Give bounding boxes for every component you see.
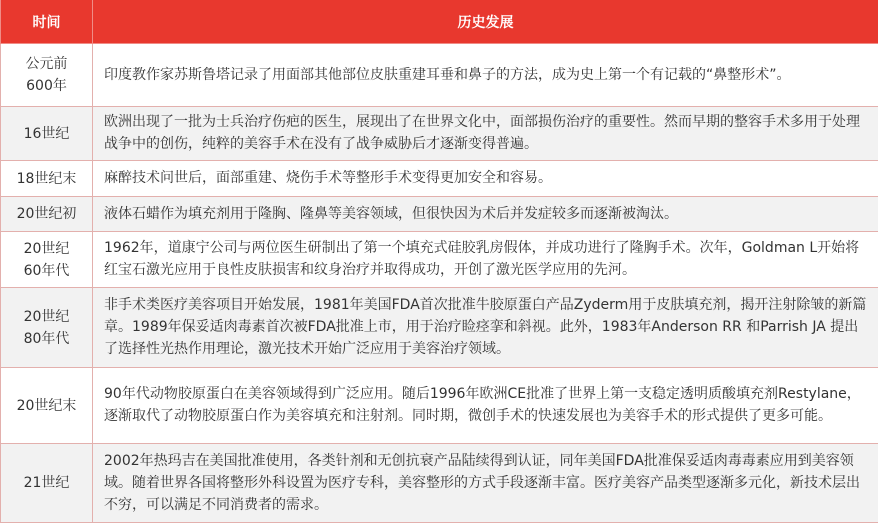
era-cell: 20世纪 80年代 [1,288,93,368]
table-row [1,444,878,523]
description-cell: 印度教作家苏斯鲁塔记录了用面部其他部位皮肤重建耳垂和鼻子的方法，成为史上第一个有记载的“鼻整形术”。 [93,44,878,107]
description-cell: 非手术类医疗美容项目开始发展，1981年美国FDA首次批准牛胶原蛋白产品Zyderm用于皮肤填充剂，揭开注射除皱的新篇章。1989年保妥适肉毒素首次被FDA批准上市，用于治疗睑痉挛和斜视。此外，1983年Anderson RR 和Parrish JA 提出了选择性光热作用理论，激光技术开始广泛应用于美容治疗领域。 [93,288,878,368]
header-row [1,0,878,44]
description-cell: 2002年热玛吉在美国批准使用，各类针剂和无创抗衰产品陆续得到认证，同年美国FDA批准保妥适肉毒毒素应用到美容领域。随着世界各国将整形外科设置为医疗专科，美容整形的方式手段逐渐丰富。医疗美容产品类型逐渐多元化，新技术层出不穷，可以满足不同消费者的需求。 [93,444,878,523]
era-cell: 18世纪末 [1,161,93,197]
table-row [1,197,878,232]
era-cell: 公元前 600年 [1,44,93,107]
era-cell: 20世纪末 [1,368,93,444]
header-time: 时间 [1,0,93,44]
description-cell: 1962年，道康宁公司与两位医生研制出了第一个填充式硅胶乳房假体，并成功进行了隆胸手术。次年，Goldman L开始将红宝石激光应用于良性皮肤损害和纹身治疗并取得成功，开创了激光医学应用的先河。 [93,232,878,288]
description-cell: 液体石蜡作为填充剂用于隆胸、隆鼻等美容领域，但很快因为术后并发症较多而逐渐被淘汰。 [93,197,878,232]
description-cell: 90年代动物胶原蛋白在美容领域得到广泛应用。随后1996年欧洲CE批准了世界上第一支稳定透明质酸填充剂Restylane，逐渐取代了动物胶原蛋白作为美容填充和注射剂。同时期，微创手术的快速发展也为美容手术的形式提供了更多可能。 [93,368,878,444]
description-cell: 麻醉技术问世后，面部重建、烧伤手术等整形手术变得更加安全和容易。 [93,161,878,197]
table-row [1,44,878,107]
era-cell: 20世纪 60年代 [1,232,93,288]
header-history: 历史发展 [93,0,878,44]
era-cell: 16世纪 [1,107,93,161]
table-row [1,232,878,288]
table-row [1,161,878,197]
era-cell: 20世纪初 [1,197,93,232]
table-row [1,368,878,444]
table-row [1,107,878,161]
description-cell: 欧洲出现了一批为士兵治疗伤疤的医生，展现出了在世界文化中，面部损伤治疗的重要性。然而早期的整容手术多用于处理战争中的创伤，纯粹的美容手术在没有了战争威胁后才逐渐变得普遍。 [93,107,878,161]
era-cell: 21世纪 [1,444,93,523]
table-row [1,288,878,368]
